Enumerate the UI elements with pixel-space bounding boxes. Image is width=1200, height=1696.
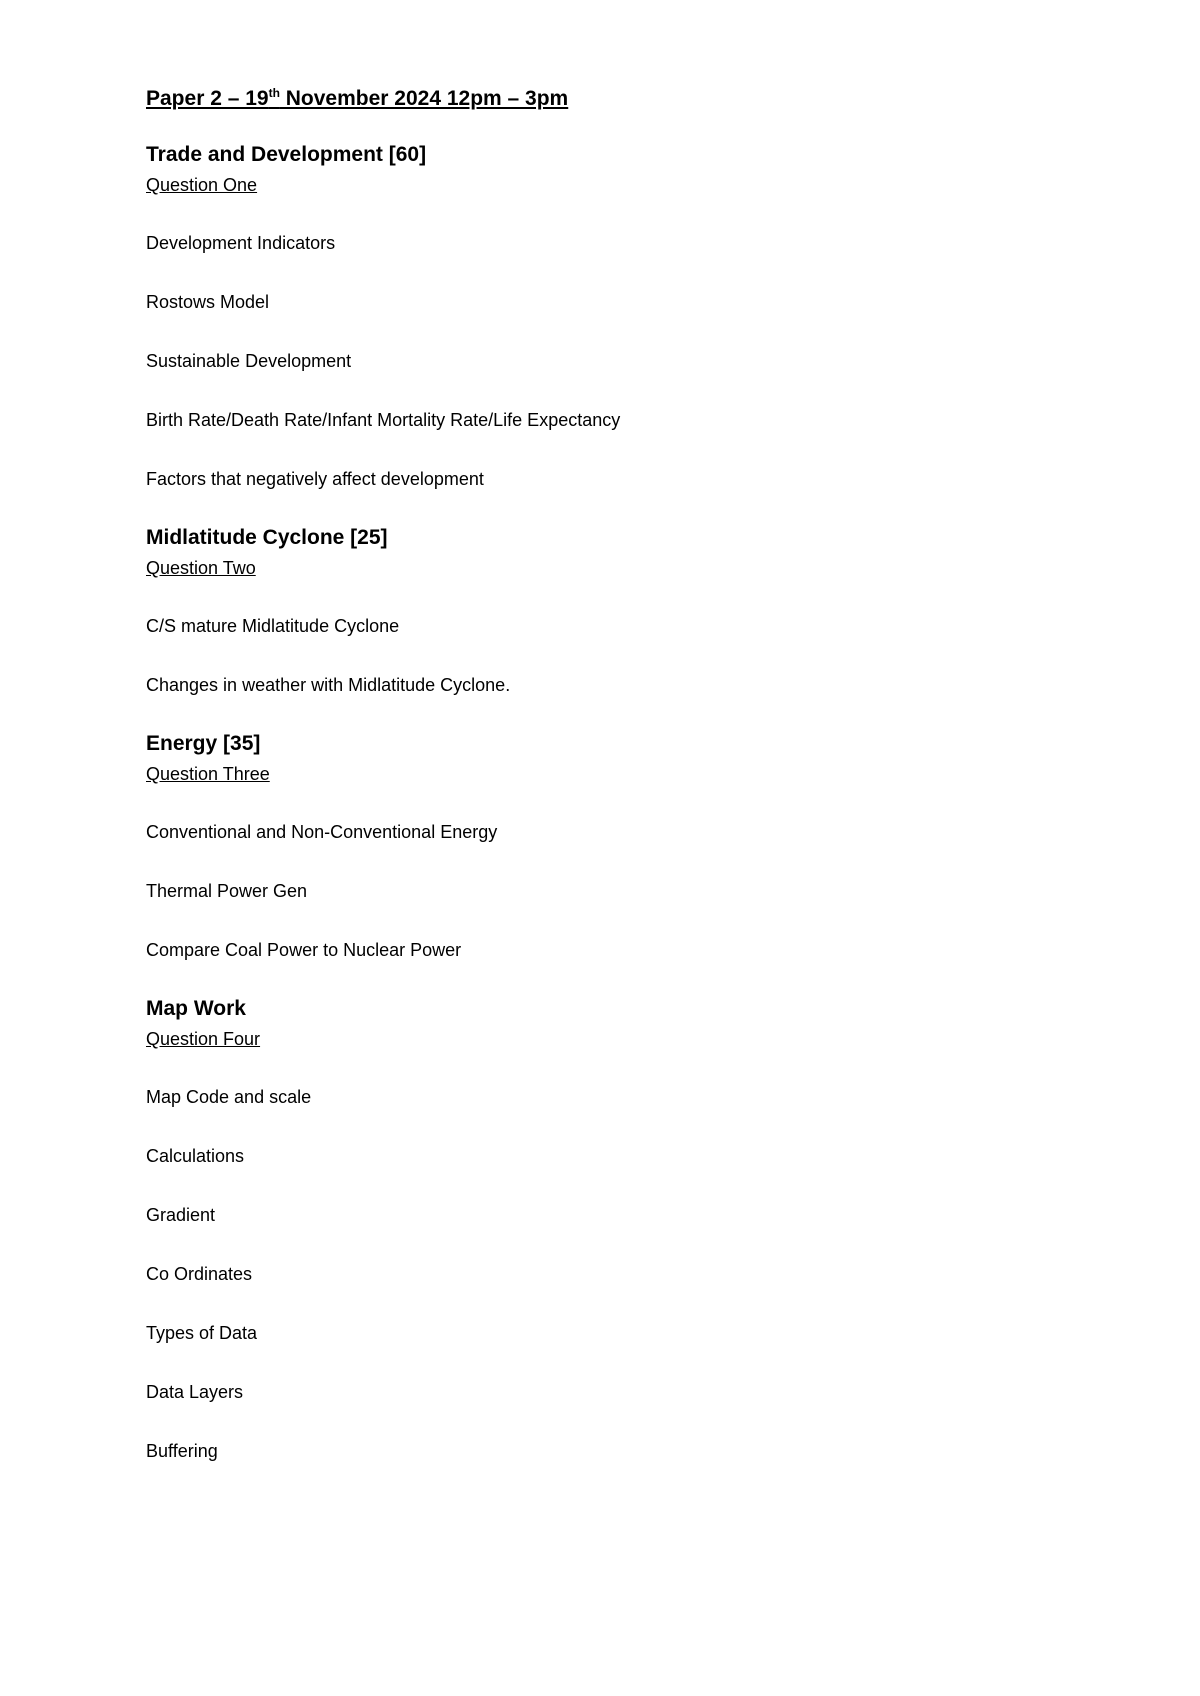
topic-item: Types of Data bbox=[146, 1323, 258, 1343]
topic-item: Thermal Power Gen bbox=[146, 881, 308, 901]
section-heading: Midlatitude Cyclone [25] bbox=[146, 526, 388, 549]
section-trade-development bbox=[146, 140, 1106, 494]
topic-item: Factors that negatively affect development bbox=[146, 469, 484, 489]
question-label: Question Four bbox=[146, 1029, 261, 1049]
title-suffix: November 2024 12pm – 3pm bbox=[279, 87, 569, 110]
topic-item: Sustainable Development bbox=[146, 351, 352, 371]
topic-item: C/S mature Midlatitude Cyclone bbox=[146, 616, 400, 636]
title-superscript: th bbox=[268, 86, 280, 100]
section-heading: Trade and Development [60] bbox=[146, 143, 427, 166]
topic-item: Conventional and Non-Conventional Energy bbox=[146, 822, 498, 842]
topic-item: Calculations bbox=[146, 1146, 245, 1166]
topic-item: Compare Coal Power to Nuclear Power bbox=[146, 940, 462, 960]
topic-item: Changes in weather with Midlatitude Cyclone. bbox=[146, 675, 511, 695]
topic-item: Rostows Model bbox=[146, 292, 270, 312]
question-label: Question Two bbox=[146, 558, 256, 578]
document-content bbox=[146, 84, 1106, 1486]
title-prefix: Paper 2 – 19 bbox=[146, 87, 269, 110]
topic-item: Co Ordinates bbox=[146, 1264, 253, 1284]
topic-item: Development Indicators bbox=[146, 233, 336, 253]
page-title bbox=[146, 84, 1106, 114]
question-label: Question Three bbox=[146, 764, 270, 784]
topic-item: Birth Rate/Death Rate/Infant Mortality Rate/Life Expectancy bbox=[146, 410, 621, 430]
topic-item: Buffering bbox=[146, 1441, 218, 1461]
question-label: Question One bbox=[146, 175, 258, 195]
topic-item: Data Layers bbox=[146, 1382, 244, 1402]
section-map-work bbox=[146, 994, 1106, 1466]
topic-item: Map Code and scale bbox=[146, 1087, 312, 1107]
topic-item: Gradient bbox=[146, 1205, 216, 1225]
section-heading: Energy [35] bbox=[146, 732, 261, 755]
section-heading: Map Work bbox=[146, 997, 246, 1020]
section-energy bbox=[146, 729, 1106, 965]
section-midlatitude-cyclone bbox=[146, 523, 1106, 700]
